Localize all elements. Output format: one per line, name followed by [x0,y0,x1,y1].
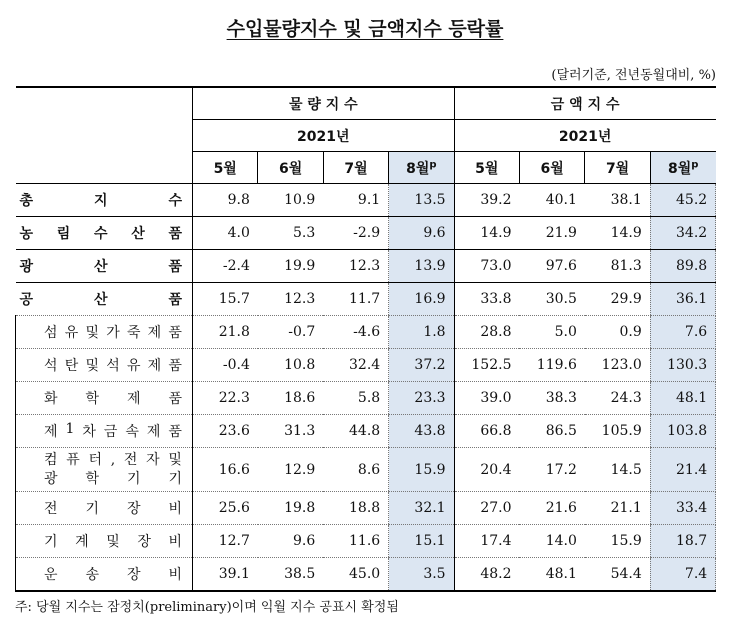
volume-index-header: 물 량 지 수 [193,87,455,120]
value-cell: 105.9 [585,415,650,448]
value-cell: 15.7 [193,283,258,316]
value-cell: 13.9 [389,250,454,283]
value-cell: 5.0 [519,316,584,349]
value-month-header: 5월 [454,152,519,184]
value-cell: 38.3 [519,382,584,415]
value-cell: 9.6 [389,217,454,250]
value-cell: 103.8 [650,415,715,448]
value-cell: 15.9 [585,525,650,558]
value-cell: 16.9 [389,283,454,316]
value-cell: 34.2 [650,217,715,250]
value-cell: -4.6 [323,316,388,349]
value-cell: 8.6 [323,448,388,492]
value-cell: 24.3 [585,382,650,415]
row-label: 운 송 장 비 [16,558,193,592]
value-cell: 3.5 [389,558,454,592]
value-cell: 32.4 [323,349,388,382]
value-cell: 123.0 [585,349,650,382]
value-cell: 10.8 [258,349,323,382]
value-cell: 81.3 [585,250,650,283]
value-cell: 28.8 [454,316,519,349]
value-cell: 9.8 [193,184,258,217]
value-cell: 31.3 [258,415,323,448]
unit-note: (달러기준, 전년동월대비, %) [551,68,716,83]
value-cell: 48.2 [454,558,519,592]
row-label: 공 산 품 [16,283,193,316]
value-cell: -2.9 [323,217,388,250]
value-cell: 12.9 [258,448,323,492]
value-cell: 15.1 [389,525,454,558]
footnote: 주: 당월 지수는 잠정치(preliminary)이며 익월 지수 공표시 확정됨 [15,600,399,615]
value-cell: 25.6 [193,492,258,525]
value-index-header: 금 액 지 수 [454,87,716,120]
value-cell: 66.8 [454,415,519,448]
value-cell: 33.4 [650,492,715,525]
value-cell: 21.4 [650,448,715,492]
value-cell: 48.1 [650,382,715,415]
value-cell: 130.3 [650,349,715,382]
value-cell: 40.1 [519,184,584,217]
value-cell: 1.8 [389,316,454,349]
row-label: 전 기 장 비 [16,492,193,525]
value-cell: 5.8 [323,382,388,415]
value-cell: 23.6 [193,415,258,448]
value-cell: 29.9 [585,283,650,316]
value-cell: 14.9 [585,217,650,250]
table-row [16,558,716,592]
value-cell: 17.4 [454,525,519,558]
value-cell: 32.1 [389,492,454,525]
value-cell: 12.3 [323,250,388,283]
table-row [16,184,716,217]
value-cell: 15.9 [389,448,454,492]
value-cell: 18.8 [323,492,388,525]
table-row [16,217,716,250]
value-cell: 33.8 [454,283,519,316]
value-cell: 152.5 [454,349,519,382]
preliminary-mark: p [429,158,437,170]
volume-month-header: 6월 [258,152,323,184]
row-label: 광 산 품 [16,250,193,283]
value-cell: 36.1 [650,283,715,316]
value-cell: 21.6 [519,492,584,525]
value-cell: 39.0 [454,382,519,415]
value-cell: 89.8 [650,250,715,283]
value-cell: 21.1 [585,492,650,525]
value-cell: 38.1 [585,184,650,217]
value-cell: 44.8 [323,415,388,448]
value-cell: 0.9 [585,316,650,349]
value-cell: 9.1 [323,184,388,217]
value-cell: 54.4 [585,558,650,592]
table-row [16,382,716,415]
value-cell: 14.0 [519,525,584,558]
row-label: 컴 퓨 터 , 전 자 및 광 학 기 기 [16,448,193,492]
page-title: 수입물량지수 및 금액지수 등락률 [226,18,504,40]
value-cell: -0.7 [258,316,323,349]
row-label: 화 학 제 품 [16,382,193,415]
value-cell: 22.3 [193,382,258,415]
value-cell: 43.8 [389,415,454,448]
value-month-header: 6월 [519,152,584,184]
value-cell: 30.5 [519,283,584,316]
value-cell: 7.6 [650,316,715,349]
row-label: 석 탄 및 석 유 제 품 [16,349,193,382]
corner-cell [16,87,193,184]
table-row [16,316,716,349]
volume-month-header: 5월 [193,152,258,184]
value-cell: 21.9 [519,217,584,250]
value-cell: 48.1 [519,558,584,592]
table-row [16,415,716,448]
preliminary-mark: p [691,158,699,170]
value-cell: 12.3 [258,283,323,316]
table-row [16,250,716,283]
row-label: 총 지 수 [16,184,193,217]
value-cell: 18.6 [258,382,323,415]
value-month-header: 7월 [585,152,650,184]
value-cell: 19.8 [258,492,323,525]
value-cell: 20.4 [454,448,519,492]
row-label: 섬 유 및 가 죽 제 품 [16,316,193,349]
value-cell: 119.6 [519,349,584,382]
value-cell: 10.9 [258,184,323,217]
value-cell: 27.0 [454,492,519,525]
volume-month-header: 7월 [323,152,388,184]
row-label: 기 계 및 장 비 [16,525,193,558]
value-cell: 11.7 [323,283,388,316]
value-cell: 17.2 [519,448,584,492]
value-cell: 7.4 [650,558,715,592]
value-cell: 13.5 [389,184,454,217]
value-cell: -0.4 [193,349,258,382]
value-cell: 45.0 [323,558,388,592]
value-cell: 16.6 [193,448,258,492]
value-cell: 4.0 [193,217,258,250]
value-cell: 23.3 [389,382,454,415]
table-row [16,283,716,316]
row-label: 제 1 차 금 속 제 품 [16,415,193,448]
index-table [15,86,716,592]
value-cell: 5.3 [258,217,323,250]
value-month-header: 8월$^p$ [650,152,715,184]
value-cell: -2.4 [193,250,258,283]
table-row [16,525,716,558]
value-cell: 19.9 [258,250,323,283]
row-label: 농 림 수 산 품 [16,217,193,250]
value-cell: 21.8 [193,316,258,349]
table-row [16,448,716,492]
value-cell: 18.7 [650,525,715,558]
value-cell: 45.2 [650,184,715,217]
value-cell: 39.2 [454,184,519,217]
value-cell: 37.2 [389,349,454,382]
table-row [16,492,716,525]
volume-year-header: 2021년 [193,120,455,152]
value-cell: 14.5 [585,448,650,492]
table-row [16,349,716,382]
value-cell: 12.7 [193,525,258,558]
value-cell: 9.6 [258,525,323,558]
value-cell: 73.0 [454,250,519,283]
value-year-header: 2021년 [454,120,716,152]
value-cell: 39.1 [193,558,258,592]
value-cell: 97.6 [519,250,584,283]
volume-month-header: 8월$^p$ [389,152,454,184]
value-cell: 11.6 [323,525,388,558]
value-cell: 86.5 [519,415,584,448]
value-cell: 14.9 [454,217,519,250]
value-cell: 38.5 [258,558,323,592]
